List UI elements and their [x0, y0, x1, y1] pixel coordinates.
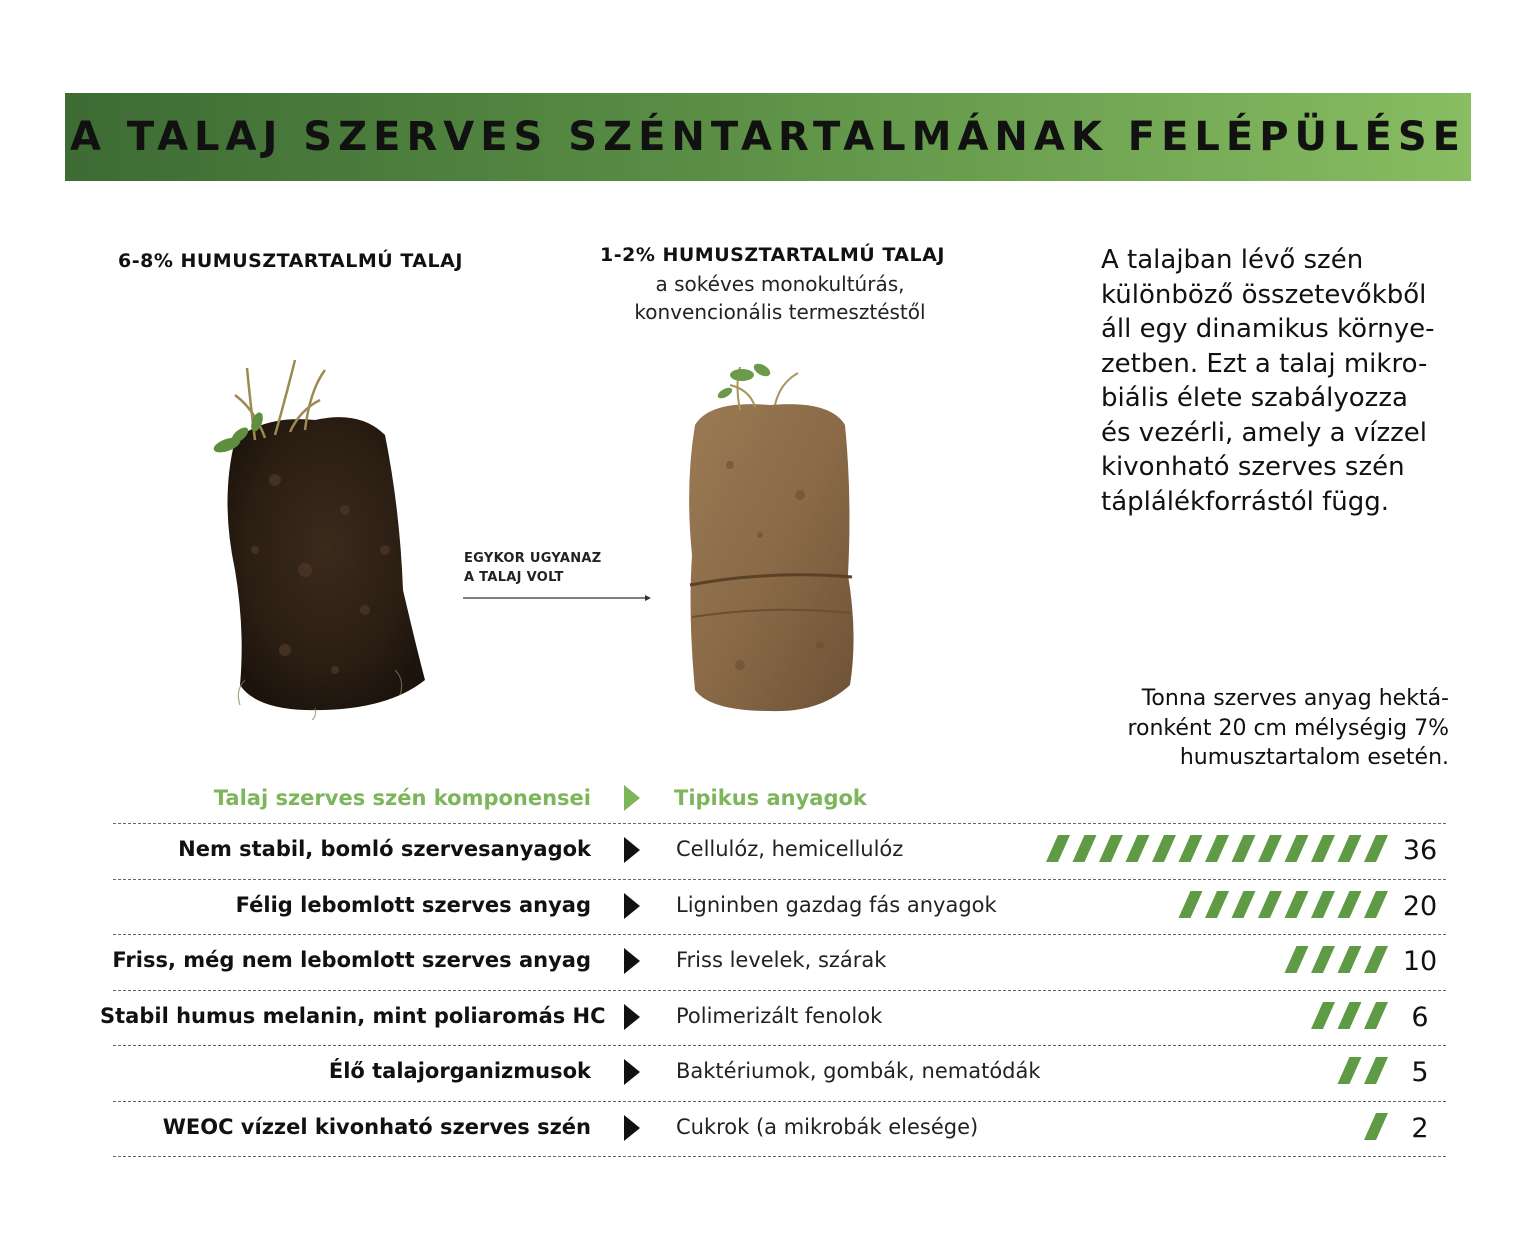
intro-line: zetben. Ezt a talaj mikro-	[1101, 348, 1428, 379]
table-row	[0, 1101, 1536, 1157]
bar-segment	[1258, 835, 1282, 862]
bar-segment	[1285, 835, 1309, 862]
bar-segment	[1338, 891, 1362, 918]
unit-note	[1000, 684, 1449, 773]
triangle-right-icon	[623, 1057, 641, 1087]
intro-line: biális élete szabályozza	[1101, 383, 1408, 413]
bar-segment	[1311, 891, 1335, 918]
bar-segment	[1311, 1002, 1335, 1029]
bar-segment	[1285, 891, 1309, 918]
bar-segment	[1126, 835, 1150, 862]
same-soil-label-line-2: A TALAJ VOLT	[464, 570, 564, 585]
triangle-right-icon	[623, 835, 641, 865]
bar-segment	[1152, 835, 1176, 862]
table-row	[0, 1045, 1536, 1101]
soil-right-title: 1-2% HUMUSZTARTALMÚ TALAJ	[600, 244, 945, 266]
intro-line: áll egy dinamikus környe-	[1101, 314, 1435, 344]
bar-segment	[1285, 946, 1309, 973]
bar-segment	[1364, 835, 1388, 862]
bar-segment	[1311, 946, 1335, 973]
soil-sample-rich-image	[195, 350, 445, 720]
bar-mark	[1000, 1109, 1400, 1149]
value-label: 20	[1402, 890, 1438, 922]
bar-segment	[1232, 891, 1256, 918]
bar-segment	[1232, 835, 1256, 862]
bar-segment	[1179, 891, 1203, 918]
bar-segment	[1205, 891, 1229, 918]
material-label: Cellulóz, hemicellulóz	[676, 837, 904, 861]
bar-segment	[1338, 1002, 1362, 1029]
intro-line: A talajban lévő szén	[1101, 245, 1364, 275]
bar-segment	[1338, 946, 1362, 973]
bar-segment	[1046, 835, 1070, 862]
unit-note-line: humusztartalom esetén.	[1179, 745, 1449, 770]
table-header-materials: Tipikus anyagok	[674, 786, 867, 810]
intro-line: kivonható szerves szén	[1101, 452, 1405, 482]
component-label: WEOC vízzel kivonható szerves szén	[162, 1114, 591, 1139]
bar-segment	[1311, 835, 1335, 862]
table-row	[0, 823, 1536, 879]
soil-sample-depleted-image	[680, 355, 870, 715]
value-label: 6	[1411, 1001, 1429, 1033]
arrow-right-icon	[463, 588, 653, 608]
component-label: Félig lebomlott szerves anyag	[235, 892, 591, 917]
table-row	[0, 879, 1536, 935]
soil-right-subtitle-line-1: a sokéves monokultúrás,	[655, 272, 905, 296]
soil-left-title: 6-8% HUMUSZTARTALMÚ TALAJ	[118, 250, 463, 272]
triangle-right-icon	[623, 1002, 641, 1032]
bar-segment	[1364, 1002, 1388, 1029]
bar-segment	[1364, 1113, 1388, 1140]
bar-segment	[1364, 891, 1388, 918]
bar-mark	[1000, 1053, 1400, 1093]
intro-line: táplálékforrástól függ.	[1101, 486, 1390, 517]
material-label: Baktériumok, gombák, nematódák	[676, 1059, 1041, 1083]
title-banner	[65, 93, 1471, 181]
material-label: Friss levelek, szárak	[676, 948, 887, 972]
triangle-right-icon	[623, 1113, 641, 1143]
intro-line: és vezérli, amely a vízzel	[1101, 417, 1427, 448]
unit-note-line: ronként 20 cm mélységig 7%	[1127, 715, 1449, 741]
soil-right-subtitle-line-2: konvencionális termesztéstől	[634, 300, 926, 324]
page-title: A TALAJ SZERVES SZÉNTARTALMÁNAK FELÉPÜLÉSE	[70, 114, 1466, 160]
bar-segment	[1258, 891, 1282, 918]
table-row	[0, 990, 1536, 1046]
component-label: Friss, még nem lebomlott szerves anyag	[112, 948, 591, 972]
component-label: Élő talajorganizmusok	[328, 1059, 591, 1083]
bar-segment	[1364, 1057, 1388, 1084]
triangle-right-icon	[623, 891, 641, 921]
bar-mark	[1000, 887, 1400, 927]
value-label: 36	[1402, 835, 1438, 866]
material-label: Polimerizált fenolok	[676, 1003, 883, 1028]
value-label: 5	[1411, 1057, 1429, 1088]
table-row	[0, 934, 1536, 990]
bar-mark	[1000, 998, 1400, 1038]
bar-segment	[1338, 835, 1362, 862]
soil-right-subtitle	[570, 270, 990, 326]
intro-text	[1101, 243, 1501, 519]
unit-note-line: Tonna szerves anyag hektá-	[1141, 686, 1449, 711]
triangle-right-icon	[623, 946, 641, 976]
component-label: Stabil humus melanin, mint poliaromás HC	[100, 1003, 606, 1028]
material-label: Ligninben gazdag fás anyagok	[676, 892, 997, 917]
bar-segment	[1073, 835, 1097, 862]
same-soil-label	[464, 549, 602, 587]
bar-segment	[1205, 835, 1229, 862]
same-soil-label-line-1: EGYKOR UGYANAZ	[464, 551, 602, 566]
bar-mark	[1000, 831, 1400, 871]
bar-segment	[1364, 946, 1388, 973]
bar-segment	[1179, 835, 1203, 862]
intro-line: különböző összetevőkből	[1101, 279, 1427, 310]
table-header-components: Talaj szerves szén komponensei	[213, 786, 591, 810]
bar-mark	[1000, 942, 1400, 982]
bar-segment	[1099, 835, 1123, 862]
component-label: Nem stabil, bomló szervesanyagok	[178, 837, 591, 861]
value-label: 2	[1411, 1112, 1429, 1144]
triangle-right-icon	[622, 783, 642, 813]
material-label: Cukrok (a mikrobák elesége)	[676, 1114, 979, 1139]
value-label: 10	[1402, 946, 1438, 977]
bar-segment	[1338, 1057, 1362, 1084]
